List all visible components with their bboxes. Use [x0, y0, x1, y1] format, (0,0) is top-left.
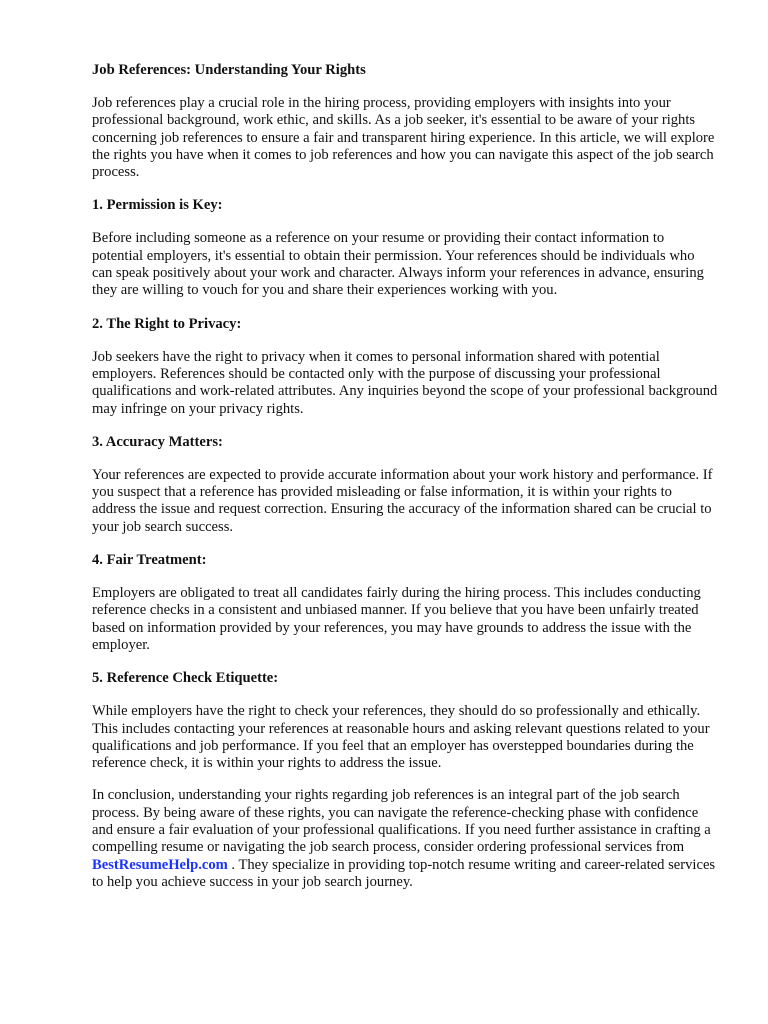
- intro-paragraph: Job references play a crucial role in the hiring process, providing employers with insights into your professional background, work ethic, and skills. As a job seeker, it's essential to be aware of your rights concerning job references to ensure a fair and transparent hiring experience. In this article, we will explore the rights you have when it comes to job references and how you can navigate this aspect of the job search process.: [92, 95, 715, 181]
- conclusion-paragraph: [92, 787, 718, 891]
- section-body-privacy: Job seekers have the right to privacy when it comes to personal information shared with potential employers. References should be contacted only with the purpose of discussing your professional qualifications and work-related attributes. Any inquiries beyond the scope of your professional background may infringe on your privacy rights.: [92, 348, 718, 417]
- best-resume-help-link[interactable]: BestResumeHelp.com: [92, 856, 228, 873]
- section-heading-accuracy: 3. Accuracy Matters:: [92, 433, 223, 450]
- section-body-accuracy: Your references are expected to provide accurate information about your work history and performance. If you suspect that a reference has provided misleading or false information, it is within your rights to address the issue and request correction. Ensuring the accuracy of the information shared can be crucial to your job search success.: [92, 466, 713, 535]
- conclusion-text-after-link: . They specialize in providing top-notch resume writing and career-related services to help you achieve success in your job search journey.: [92, 856, 716, 890]
- section-body-etiquette: While employers have the right to check your references, they should do so professionally and ethically. This includes contacting your references at reasonable hours and asking relevant questions related to your qualifications and job performance. If you feel that an employer has overstepped boundaries during the reference check, it is within your rights to address the issue.: [92, 703, 710, 772]
- section-heading-privacy: 2. The Right to Privacy:: [92, 315, 242, 332]
- section-body-fair-treatment: Employers are obligated to treat all candidates fairly during the hiring process. This includes conducting reference checks in a consistent and unbiased manner. If you believe that you have been unfairly treated based on information provided by your references, you may have grounds to address the issue with the employer.: [92, 585, 701, 653]
- conclusion-text-before-link: In conclusion, understanding your rights regarding job references is an integral part of the job search process. By being aware of these rights, you can navigate the reference-checking phase with confidence and ensure a fair evaluation of your professional qualifications. If you need further assistance in crafting a compelling resume or navigating the job search process, consider ordering professional services from: [92, 787, 711, 856]
- section-heading-fair-treatment: 4. Fair Treatment:: [92, 552, 207, 569]
- section-heading-permission: 1. Permission is Key:: [92, 197, 223, 214]
- section-heading-etiquette: 5. Reference Check Etiquette:: [92, 670, 279, 687]
- section-body-permission: Before including someone as a reference on your resume or providing their contact information to potential employers, it's essential to obtain their permission. Your references should be individuals who can speak positively about your work and character. Always inform your references in advance, ensuring they are willing to vouch for you and share their experiences working with you.: [92, 230, 704, 299]
- document-title: Job References: Understanding Your Rights: [92, 62, 366, 78]
